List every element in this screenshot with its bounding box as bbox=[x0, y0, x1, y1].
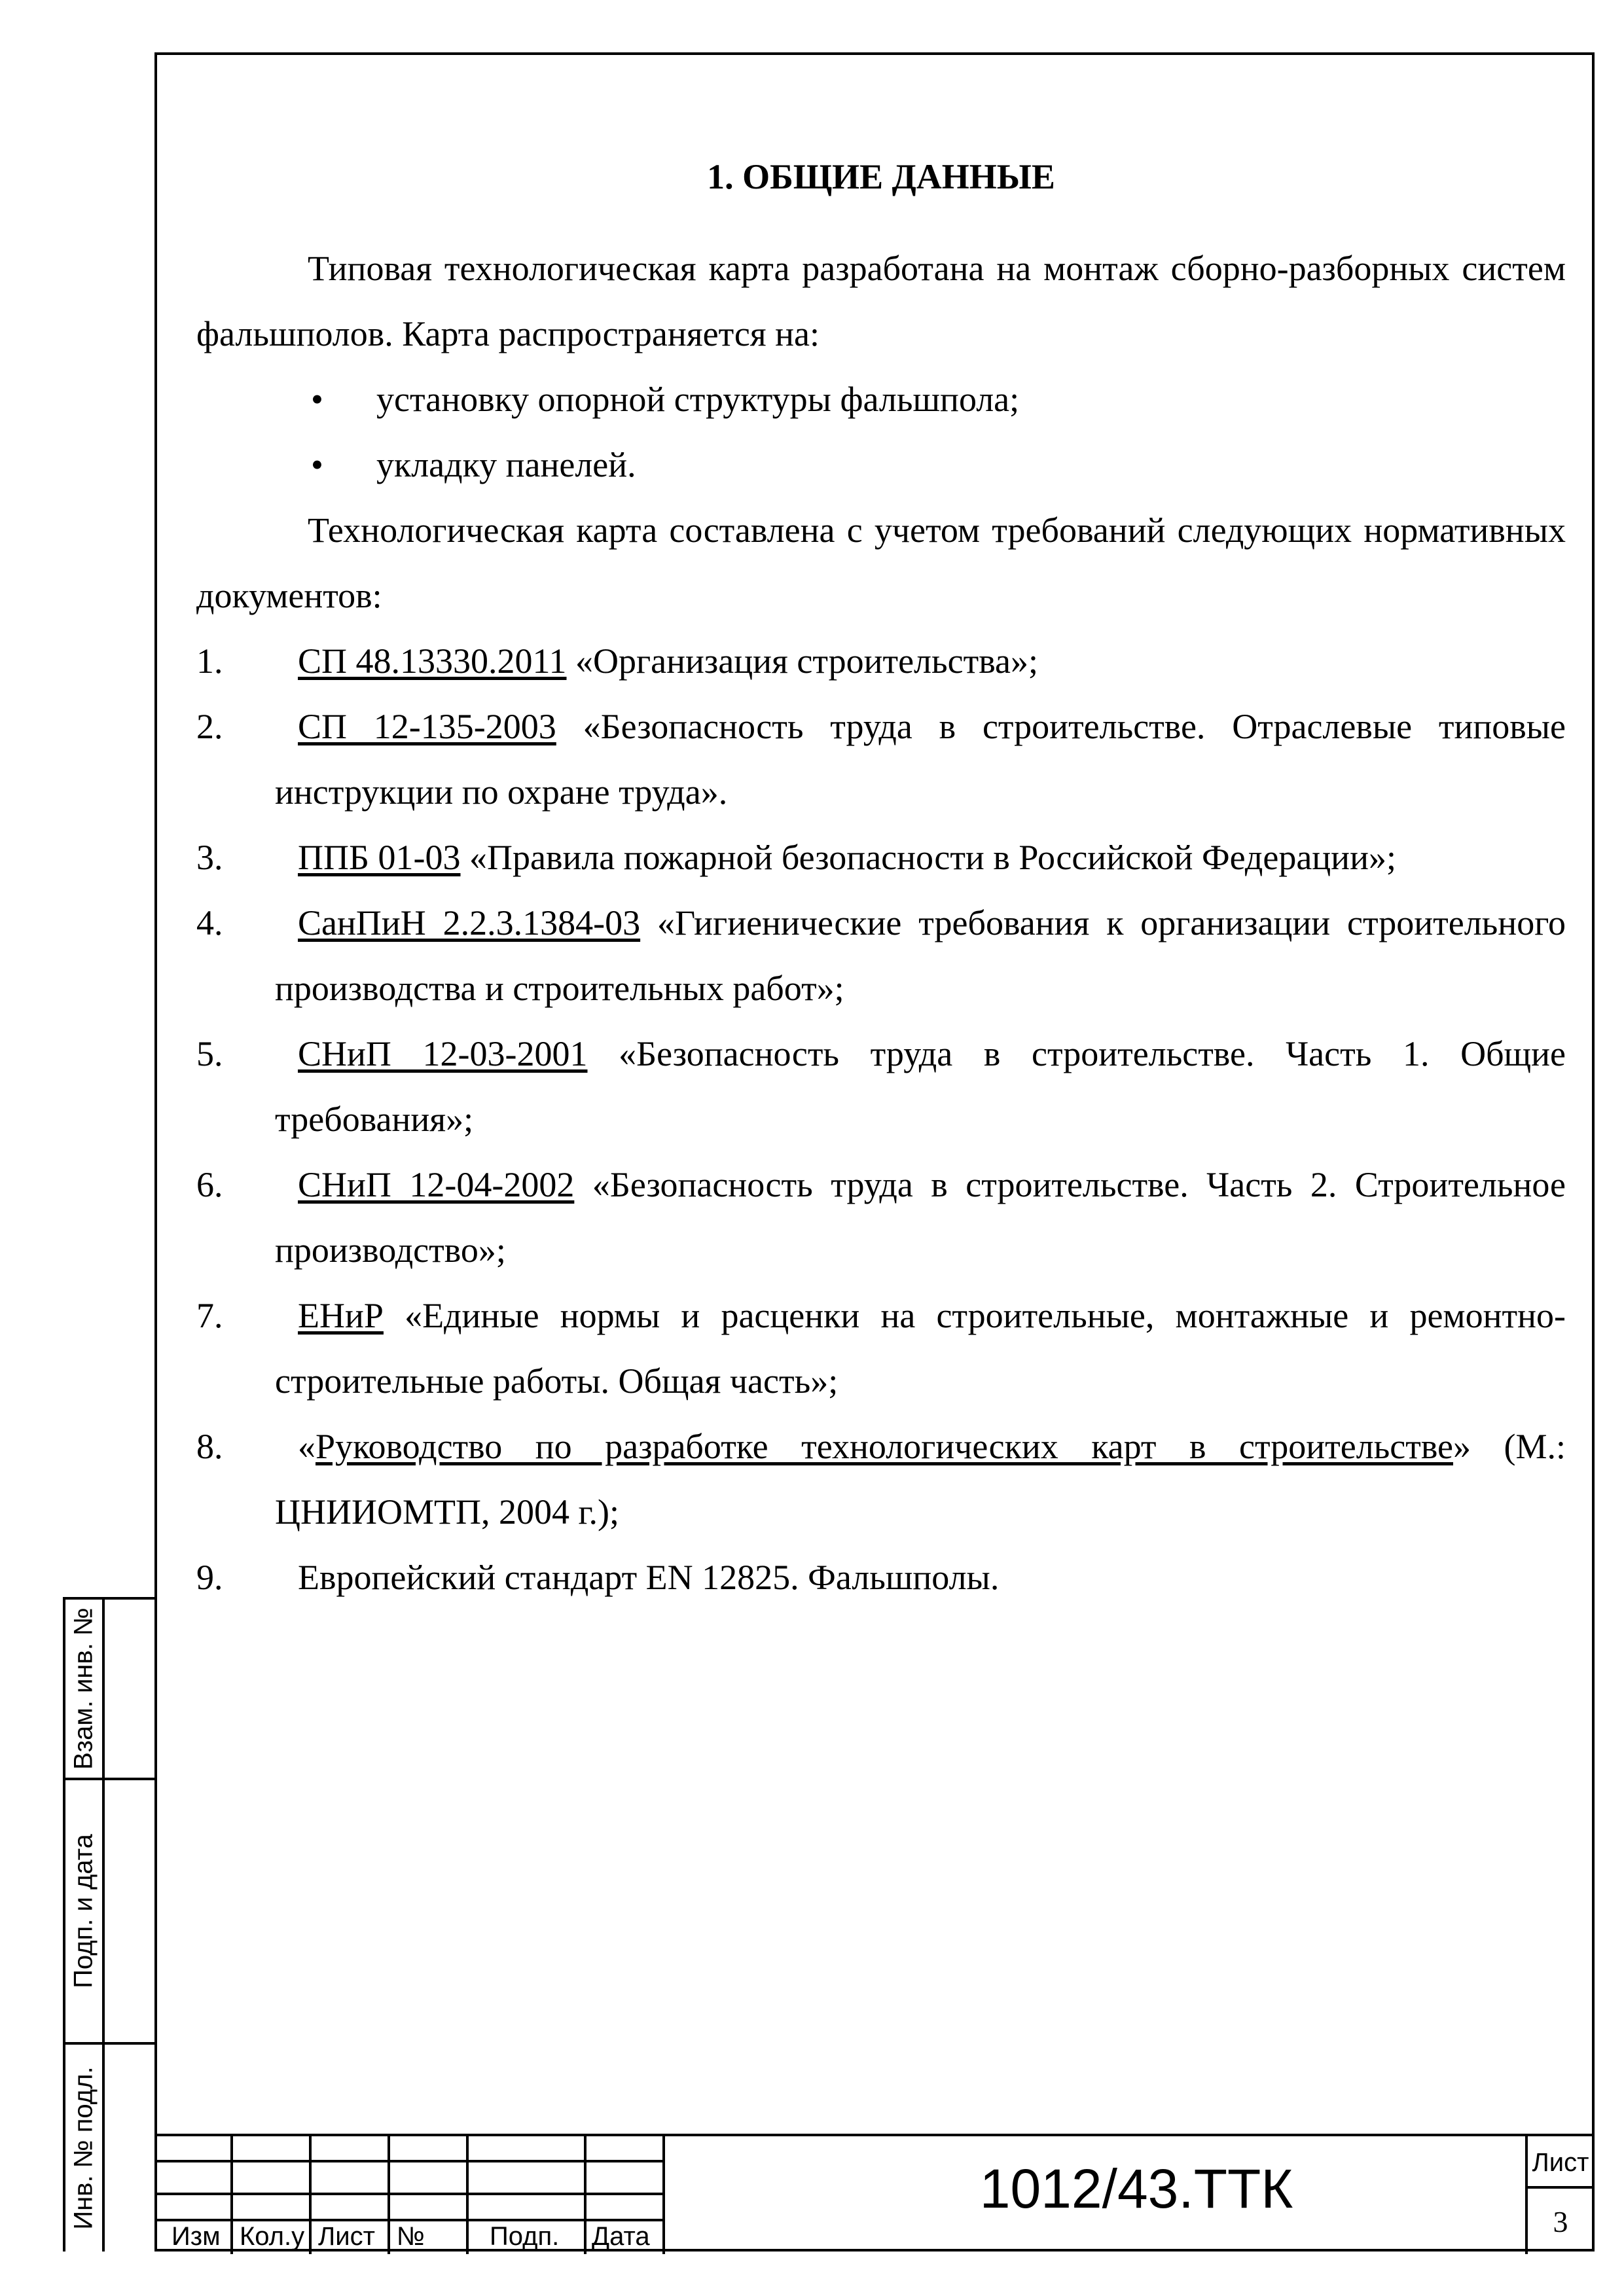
item-text: «Безопасность труда в строительстве. Часть 2. Строительное производство»; bbox=[275, 1165, 1566, 1270]
item-number: 1. bbox=[196, 641, 223, 681]
norms-list-item bbox=[196, 1414, 1566, 1545]
side-cell-sign bbox=[63, 1778, 154, 2042]
item-prefix: « bbox=[298, 1427, 316, 1466]
item-text: «Безопасность труда в строительстве. Часть 1. Общие требования»; bbox=[275, 1034, 1566, 1139]
item-number: 7. bbox=[196, 1296, 223, 1335]
item-number: 6. bbox=[196, 1165, 223, 1204]
bullet-text: установку опорной структуры фальшпола; bbox=[376, 380, 1020, 419]
sheet-number: 3 bbox=[1553, 2205, 1568, 2238]
document-link[interactable]: СП 48.13330.2011 bbox=[298, 641, 567, 681]
item-number: 8. bbox=[196, 1427, 223, 1466]
col-list: Лист bbox=[318, 2222, 375, 2251]
item-prefix: Европейский стандарт EN 12825. Фальшполы. bbox=[298, 1558, 1000, 1597]
item-text: «Организация строительства»; bbox=[566, 641, 1038, 681]
col-no: № bbox=[397, 2222, 425, 2251]
side-label-inv-orig: Инв. № подл. bbox=[69, 2066, 98, 2230]
item-text: «Гигиенические требования к организации строительного производства и строительных работ»; bbox=[275, 903, 1566, 1008]
norms-list-item bbox=[196, 694, 1566, 825]
col-data: Дата bbox=[592, 2222, 650, 2251]
item-text: «Единые нормы и расценки на строительные, монтажные и ремонтно-строительные работы. Общая часть»; bbox=[275, 1296, 1566, 1401]
item-number: 9. bbox=[196, 1558, 223, 1597]
norms-list-item bbox=[196, 1152, 1566, 1283]
col-kolu: Кол.у bbox=[240, 2222, 305, 2251]
bullet-icon: • bbox=[311, 445, 323, 484]
col-izm: Изм bbox=[171, 2222, 221, 2251]
document-code: 1012/43.ТТК bbox=[979, 2158, 1293, 2219]
col-podp: Подп. bbox=[490, 2222, 560, 2251]
item-number: 4. bbox=[196, 903, 223, 942]
bullet-item bbox=[196, 432, 1566, 497]
section-title: 1. ОБЩИЕ ДАННЫЕ bbox=[707, 157, 1055, 196]
item-text: » (М.: ЦНИИОМТП, 2004 г.); bbox=[275, 1427, 1566, 1532]
sheet-label: Лист bbox=[1532, 2148, 1589, 2177]
document-link[interactable]: ЕНиР bbox=[298, 1296, 384, 1335]
bullet-icon: • bbox=[311, 380, 323, 419]
bullet-text: укладку панелей. bbox=[376, 445, 636, 484]
norms-intro-paragraph: Технологическая карта составлена с учетом требований следующих нормативных документов: bbox=[196, 511, 1566, 615]
bullet-item bbox=[196, 367, 1566, 432]
item-number: 5. bbox=[196, 1034, 223, 1073]
item-text: «Безопасность труда в строительстве. Отраслевые типовые инструкции по охране труда». bbox=[275, 707, 1566, 812]
document-link[interactable]: СНиП 12-04-2002 bbox=[298, 1165, 575, 1204]
document-link[interactable]: СанПиН 2.2.3.1384-03 bbox=[298, 903, 641, 942]
document-link[interactable]: ППБ 01-03 bbox=[298, 838, 461, 877]
intro-paragraph: Типовая технологическая карта разработана на монтаж сборно-разборных систем фальшполов. Карта распространяется на: bbox=[196, 249, 1566, 353]
norms-list bbox=[196, 628, 1566, 1610]
side-cell-replace bbox=[63, 1597, 154, 1778]
document-link[interactable]: СП 12-135-2003 bbox=[298, 707, 556, 746]
item-text: «Правила пожарной безопасности в Российской Федерации»; bbox=[460, 838, 1396, 877]
document-body bbox=[196, 144, 1566, 1610]
norms-list-item bbox=[196, 1021, 1566, 1152]
side-label-replace-inv: Взам. инв. № bbox=[69, 1607, 98, 1770]
norms-list-item bbox=[196, 1545, 1566, 1610]
item-number: 3. bbox=[196, 838, 223, 877]
norms-list-item bbox=[196, 825, 1566, 890]
item-number: 2. bbox=[196, 707, 223, 746]
side-label-sign-date: Подп. и дата bbox=[69, 1834, 98, 1988]
side-stamp bbox=[63, 1597, 154, 2251]
title-block bbox=[154, 2134, 1595, 2251]
norms-list-item bbox=[196, 628, 1566, 694]
norms-list-item bbox=[196, 1283, 1566, 1414]
document-link[interactable]: Руководство по разработке технологических карт в строительстве bbox=[316, 1427, 1453, 1466]
document-link[interactable]: СНиП 12-03-2001 bbox=[298, 1034, 588, 1073]
norms-list-item bbox=[196, 890, 1566, 1021]
side-cell-inv bbox=[63, 2042, 154, 2251]
